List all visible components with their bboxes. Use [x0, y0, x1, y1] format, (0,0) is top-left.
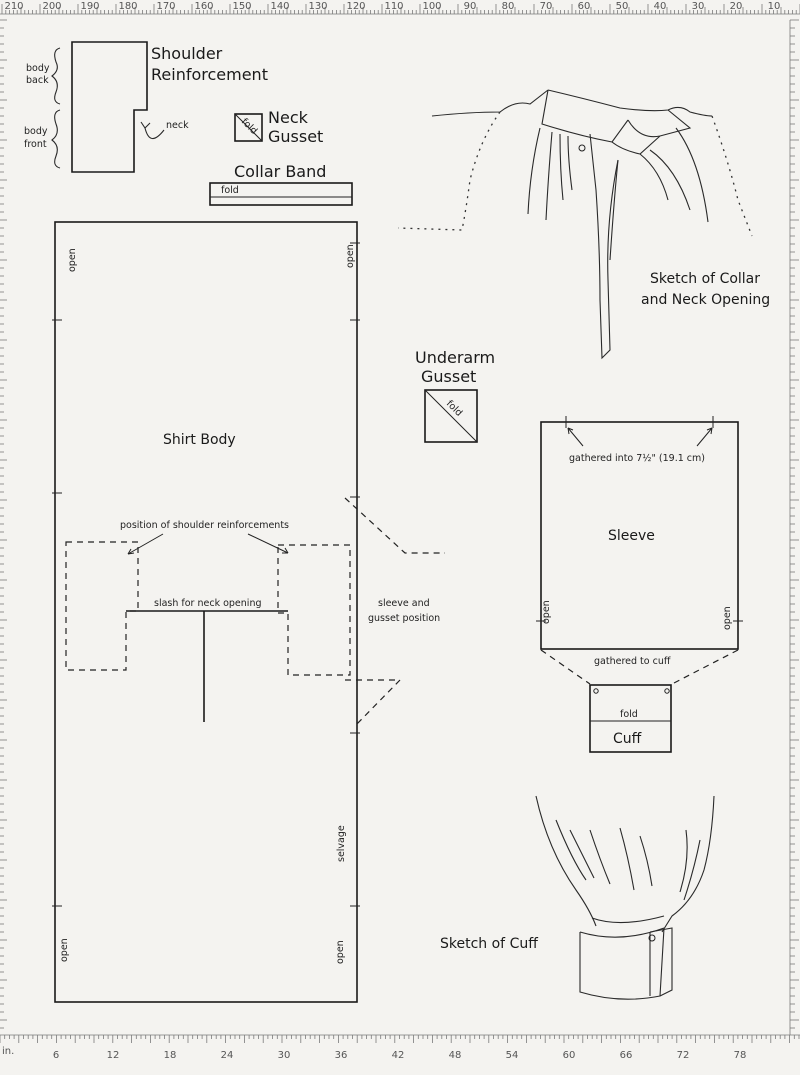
underarm-gusset-title-1: Underarm [415, 348, 496, 367]
underarm-gusset-piece [415, 348, 495, 442]
shoulder-title-1: Shoulder [151, 44, 223, 63]
shoulder-position-note: position of shoulder reinforcements [120, 520, 289, 531]
sleeve-gathered-note: gathered into 7½" (19.1 cm) [569, 453, 705, 464]
collar-sketch [398, 90, 770, 358]
open-bottom-right: open [335, 940, 346, 964]
selvage-label: selvage [336, 825, 347, 862]
ruler-tick-label: 140 [270, 1, 290, 12]
bottom-ruler [0, 1035, 800, 1061]
ruler-tick-label: 150 [232, 1, 252, 12]
shoulder-title-2: Reinforcement [151, 65, 268, 84]
neck-gusset-piece [235, 108, 323, 146]
ruler-tick-label: 78 [733, 1050, 747, 1061]
collar-sketch-caption-1: Sketch of Collar [650, 271, 761, 287]
ruler-tick-label: 36 [334, 1050, 348, 1061]
ruler-tick-label: 72 [676, 1050, 690, 1061]
shoulder-reinforcement-piece [24, 42, 268, 172]
sleeve-position-note-2: gusset position [368, 613, 441, 624]
collar-sketch-caption-2: and Neck Opening [641, 292, 771, 308]
ruler-unit-label: in. [2, 1046, 15, 1057]
open-bottom-left: open [59, 938, 70, 962]
ruler-tick-label: 130 [308, 1, 328, 12]
ruler-tick-label: 110 [384, 1, 404, 12]
ruler-tick-label: 42 [391, 1050, 405, 1061]
sleeve-piece [536, 416, 743, 684]
shirt-body-title: Shirt Body [163, 432, 236, 448]
cuff-title: Cuff [613, 731, 642, 747]
ruler-tick-label: 30 [691, 1, 705, 12]
body-front-label-1: body [24, 126, 48, 137]
ruler-tick-label: 6 [52, 1050, 60, 1061]
ruler-tick-label: 70 [539, 1, 553, 12]
collar-band-fold: fold [221, 185, 239, 196]
ruler-tick-label: 180 [118, 1, 138, 12]
ruler-tick-label: 12 [106, 1050, 120, 1061]
shirt-body-piece [52, 222, 445, 1002]
cuff-sketch [440, 796, 714, 999]
sleeve-title: Sleeve [608, 528, 655, 544]
sleeve-open-right: open [722, 606, 733, 630]
right-ruler [790, 20, 799, 1035]
neck-gusset-title-2: Gusset [268, 127, 324, 146]
ruler-tick-label: 120 [346, 1, 366, 12]
cuff-sketch-caption: Sketch of Cuff [440, 936, 538, 952]
ruler-tick-label: 170 [156, 1, 176, 12]
left-ruler [0, 20, 7, 1028]
sleeve-open-left: open [541, 600, 552, 624]
body-front-label-2: front [24, 139, 47, 150]
neck-gusset-title-1: Neck [268, 108, 308, 127]
sleeve-gathered-cuff-note: gathered to cuff [594, 656, 671, 667]
ruler-tick-label: 10 [767, 1, 781, 12]
body-back-label-1: body [26, 63, 50, 74]
underarm-gusset-title-2: Gusset [421, 367, 477, 386]
collar-band-title: Collar Band [234, 162, 327, 181]
neck-gusset-fold: fold [238, 116, 260, 137]
ruler-tick-label: 200 [42, 1, 62, 12]
ruler-tick-label: 18 [163, 1050, 177, 1061]
ruler-tick-label: 60 [577, 1, 591, 12]
sleeve-position-note-1: sleeve and [378, 598, 430, 609]
ruler-tick-label: 90 [463, 1, 477, 12]
cuff-piece [590, 685, 671, 752]
underarm-gusset-fold: fold [443, 398, 465, 419]
ruler-tick-label: 190 [80, 1, 100, 12]
ruler-tick-label: 20 [729, 1, 743, 12]
ruler-tick-label: 100 [422, 1, 442, 12]
ruler-tick-label: 24 [220, 1050, 234, 1061]
collar-band-piece [210, 162, 352, 205]
ruler-tick-label: 210 [4, 1, 24, 12]
ruler-tick-label: 48 [448, 1050, 462, 1061]
cuff-fold: fold [620, 709, 638, 720]
open-top-right: open [345, 244, 356, 268]
ruler-tick-label: 66 [619, 1050, 633, 1061]
neck-label: neck [166, 120, 189, 131]
top-ruler [0, 1, 800, 14]
ruler-tick-label: 30 [277, 1050, 291, 1061]
neck-slash-note: slash for neck opening [154, 598, 262, 609]
open-top-left: open [67, 248, 78, 272]
ruler-tick-label: 40 [653, 1, 667, 12]
body-back-label-2: back [26, 75, 49, 86]
ruler-tick-label: 160 [194, 1, 214, 12]
ruler-tick-label: 54 [505, 1050, 519, 1061]
ruler-tick-label: 80 [501, 1, 515, 12]
ruler-tick-label: 50 [615, 1, 629, 12]
ruler-tick-label: 60 [562, 1050, 576, 1061]
